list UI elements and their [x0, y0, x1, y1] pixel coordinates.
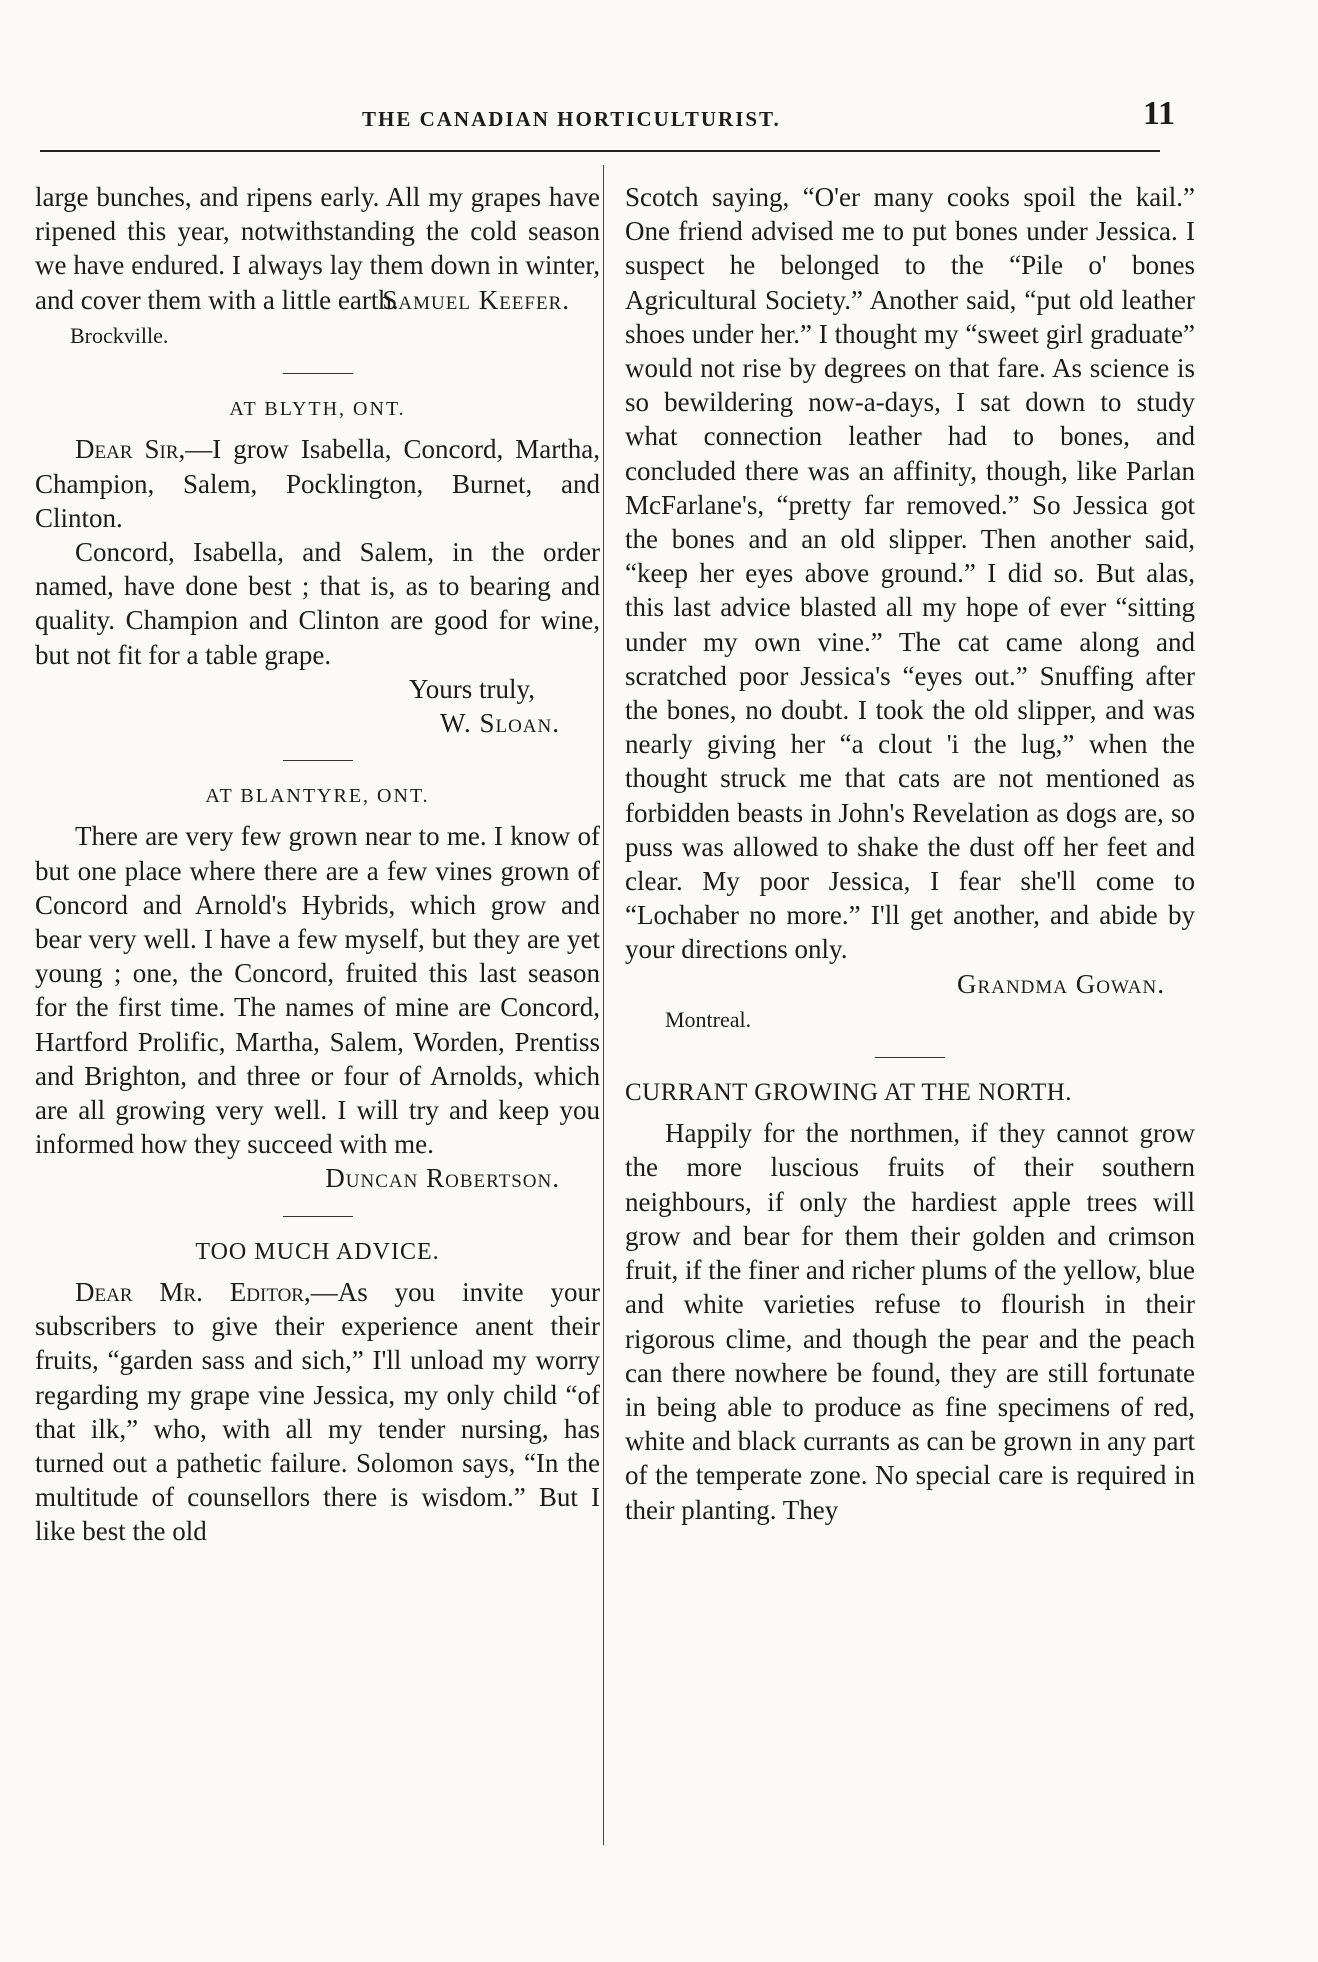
blyth-salutation: Dear Sir, — [75, 434, 186, 465]
page-number: 11 — [1142, 95, 1175, 132]
section-divider — [283, 760, 353, 761]
montreal-place: Montreal. — [665, 1006, 752, 1032]
section-divider — [283, 1216, 353, 1217]
gowan-signature: Grandma Gowan. — [957, 968, 1165, 999]
advice-continued-paragraph: Scotch saying, “O'er many cooks spoil the kail.” One friend advised me to put bones under Jessica. I suspect he belonged to the “Pile o' bones Agricultural Society.” Another said, “put old leather shoes under her.” I thought my “sweet girl graduate” would not rise by degrees on that fare. As science is so bewildering now-a-days, I sat down to study what connection leather had to bones, and concluded there was an affinity, though, like Parlan McFarlane's, “pretty far removed.” So Jessica got the bones and an old slipper. Then another said, “keep her eyes above ground.” I did so. But alas, this last advice blasted all my hope of ever “sitting under my own vine.” The cat came along and scratched poor Jessica's “eyes out.” Snuffing after the bones, no doubt. I took the old slipper, and was nearly giving her “a clout 'i the lug,” when the thought struck me that cats are not mentioned as forbidden beasts in John's Revelation as dogs are, so puss was allowed to shake the dust off her feet and clear. My poor Jessica, I fear she'll come to “Lochaber no more.” I'll get another, and abide by your directions only. — [625, 182, 1195, 965]
blyth-paragraph-1 — [35, 432, 600, 535]
advice-salutation: Dear Mr. Editor, — [75, 1276, 311, 1307]
currant-title: CURRANT GROWING AT THE NORTH. — [625, 1079, 1073, 1107]
left-column — [35, 180, 600, 1549]
keefer-signature: Samuel Keefer. — [382, 284, 570, 315]
section-divider — [875, 1057, 945, 1058]
sloan-signature: W. Sloan. — [439, 708, 560, 739]
blyth-closing: Yours truly, — [408, 673, 535, 704]
advice-para-text: —As you invite your subscribers to give their experience anent their fruits, “garden sass and sich,” I'll unload my worry regarding my grape vine Jessica, my only child “of that ilk,” who, with all my tender nursing, has turned out a pathetic failure. Solomon says, “In the multitude of counsellors there is wisdom.” But I like best the old — [35, 1276, 600, 1547]
advice-title: TOO MUCH ADVICE. — [195, 1238, 440, 1265]
blantyre-paragraph: There are very few grown near to me. I know of but one place where there are a few vines grown of Concord and Arnold's Hybrids, which grow and bear very well. I have a few myself, but they are yet young ; one, the Concord, fruited this last season for the first time. The names of mine are Concord, Hartford Prolific, Martha, Salem, Worden, Prentiss and Brighton, and three or four of Arnolds, which are all growing very well. I will try and keep you informed how they succeed with me. — [35, 821, 600, 1160]
page-header — [35, 95, 1175, 135]
continued-paragraph: large bunches, and ripens early. All my grapes have ripened this year, notwithstanding the cold season we have endured. I always lay them down in winter, and cover them with a little earth. — [35, 182, 600, 315]
column-rule — [603, 165, 604, 1845]
currant-paragraph: Happily for the northmen, if they cannot grow the more luscious fruits of their southern neighbours, if only the hardiest apple trees will grow and bear for them their golden and crimson fruit, if the finer and richer plums of the yellow, blue and white varieties refuse to flourish in their rigorous clime, and though the pear and the peach can there nowhere be found, they are still fortunate in being able to produce as fine specimens of red, white and black currants as can be grown in any part of the temperate zone. No special care is required in their planting. They — [625, 1118, 1195, 1525]
advice-paragraph — [35, 1275, 600, 1549]
blyth-para1-text: —I grow Isabella, Concord, Martha, Champion, Salem, Pocklington, Burnet, and Clinton. — [35, 434, 601, 533]
running-title: THE CANADIAN HORTICULTURIST. — [362, 107, 781, 131]
right-column — [625, 180, 1195, 1527]
robertson-signature: Duncan Robertson. — [325, 1163, 560, 1194]
blantyre-title: AT BLANTYRE, ONT. — [205, 785, 430, 808]
brockville-place: Brockville. — [70, 323, 169, 349]
blyth-title: AT BLYTH, ONT. — [229, 398, 406, 421]
header-rule — [40, 150, 1160, 152]
section-divider — [283, 373, 353, 374]
blyth-paragraph-2: Concord, Isabella, and Salem, in the order named, have done best ; that is, as to bearing and quality. Champion and Clinton are good for wine, but not fit for a table grape. — [35, 537, 600, 670]
